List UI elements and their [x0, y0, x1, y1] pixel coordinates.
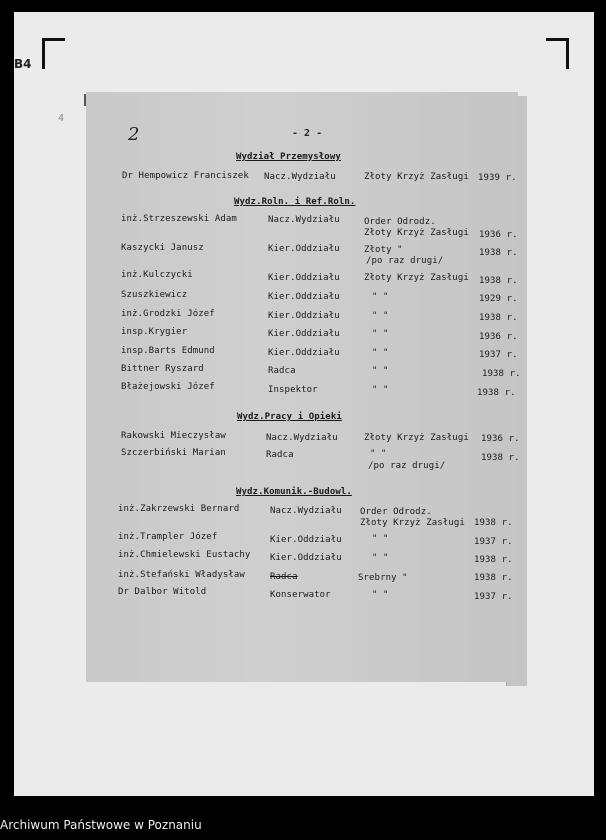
person-position: Nacz.Wydziału [268, 215, 340, 225]
award-year: 1936 r. [479, 230, 518, 240]
person-name: inż.Zakrzewski Bernard [118, 504, 240, 514]
person-award-line2: /po raz drugi/ [368, 461, 446, 471]
person-award-line2: Złoty Krzyż Zasługi [360, 518, 465, 528]
award-year: 1929 r. [479, 294, 518, 304]
person-award: Order Odrodz. [364, 217, 436, 227]
person-award: " " [372, 590, 389, 600]
award-year: 1939 r. [478, 173, 517, 183]
person-name: Dr Hempowicz Franciszek [122, 171, 249, 181]
crop-mark-left [42, 38, 65, 69]
award-year: 1938 r. [477, 388, 516, 398]
award-year: 1938 r. [479, 313, 518, 323]
person-award: " " [372, 534, 389, 544]
award-year: 1938 r. [479, 276, 518, 286]
person-position: Kier.Oddziału [268, 329, 340, 339]
film-label: B4 [14, 57, 32, 71]
person-name: inż.Stefański Władysław [118, 570, 245, 580]
person-name: Błażejowski Józef [121, 382, 215, 392]
award-year: 1937 r. [474, 592, 513, 602]
person-award: " " [372, 385, 389, 395]
faint-mark: 4 [58, 113, 65, 124]
person-award: Order Odrodz. [360, 507, 432, 517]
section-heading: Wydział Przemysłowy [236, 152, 341, 162]
person-award: " " [372, 348, 389, 358]
person-award: Złoty Krzyż Zasługi [364, 433, 469, 443]
person-name: inż.Grodzki Józef [121, 309, 215, 319]
person-award: " " [372, 329, 389, 339]
person-award: Złoty " [364, 245, 403, 255]
person-award-line2: /po raz drugi/ [366, 256, 444, 266]
person-award: Srebrny " [358, 573, 408, 583]
person-position: Kier.Oddziału [268, 244, 340, 254]
person-name: insp.Krygier [121, 327, 188, 337]
award-year: 1938 r. [474, 518, 513, 528]
person-position: Nacz.Wydziału [264, 172, 336, 182]
person-name: Rakowski Mieczysław [121, 431, 226, 441]
person-name: insp.Barts Edmund [121, 346, 215, 356]
award-year: 1938 r. [482, 369, 521, 379]
person-award-line2: Złoty Krzyż Zasługi [364, 228, 469, 238]
person-name: inż.Trampler Józef [118, 532, 218, 542]
person-name: Dr Dalbor Witold [118, 587, 207, 597]
person-position: Nacz.Wydziału [266, 433, 338, 443]
person-position: Kier.Oddziału [268, 273, 340, 283]
archive-credit: Archiwum Państwowe w Poznaniu [0, 818, 202, 832]
person-position: Kier.Oddziału [268, 348, 340, 358]
person-position: Radca [266, 450, 294, 460]
person-award: " " [372, 553, 389, 563]
person-position: Kier.Oddziału [268, 311, 340, 321]
person-name: Szczerbiński Marian [121, 448, 226, 458]
page-marker: - 2 - [292, 128, 323, 139]
person-name: Szuszkiewicz [121, 290, 188, 300]
person-name: Kaszycki Janusz [121, 243, 204, 253]
person-position: Kier.Oddziału [270, 535, 342, 545]
person-name: inż.Strzeszewski Adam [121, 214, 237, 224]
person-award: Złoty Krzyż Zasługi [364, 172, 469, 182]
award-year: 1936 r. [481, 434, 520, 444]
award-year: 1938 r. [481, 453, 520, 463]
person-position: Nacz.Wydziału [270, 506, 342, 516]
section-heading: Wydz.Pracy i Opieki [237, 412, 342, 422]
section-heading: Wydz.Komunik.-Budowl. [236, 487, 352, 497]
person-award: " " [372, 292, 389, 302]
person-name: Bittner Ryszard [121, 364, 204, 374]
award-year: 1937 r. [479, 350, 518, 360]
award-year: 1938 r. [479, 248, 518, 258]
person-award: " " [370, 449, 387, 459]
person-position: Kier.Oddziału [268, 292, 340, 302]
award-year: 1938 r. [474, 573, 513, 583]
handwritten-number: 2 [128, 124, 140, 145]
crop-mark-right [546, 38, 569, 69]
person-position: Radca [270, 572, 298, 582]
award-year: 1938 r. [474, 555, 513, 565]
person-name: inż.Kulczycki [121, 270, 193, 280]
person-position: Inspektor [268, 385, 318, 395]
section-heading: Wydz.Roln. i Ref.Roln. [234, 197, 356, 207]
person-position: Radca [268, 366, 296, 376]
person-award: " " [372, 366, 389, 376]
person-award: Złoty Krzyż Zasługi [364, 273, 469, 283]
person-position: Kier.Oddziału [270, 553, 342, 563]
award-year: 1937 r. [474, 537, 513, 547]
award-year: 1936 r. [479, 332, 518, 342]
person-award: " " [372, 311, 389, 321]
person-position: Konserwator [270, 590, 331, 600]
person-name: inż.Chmielewski Eustachy [118, 550, 251, 560]
